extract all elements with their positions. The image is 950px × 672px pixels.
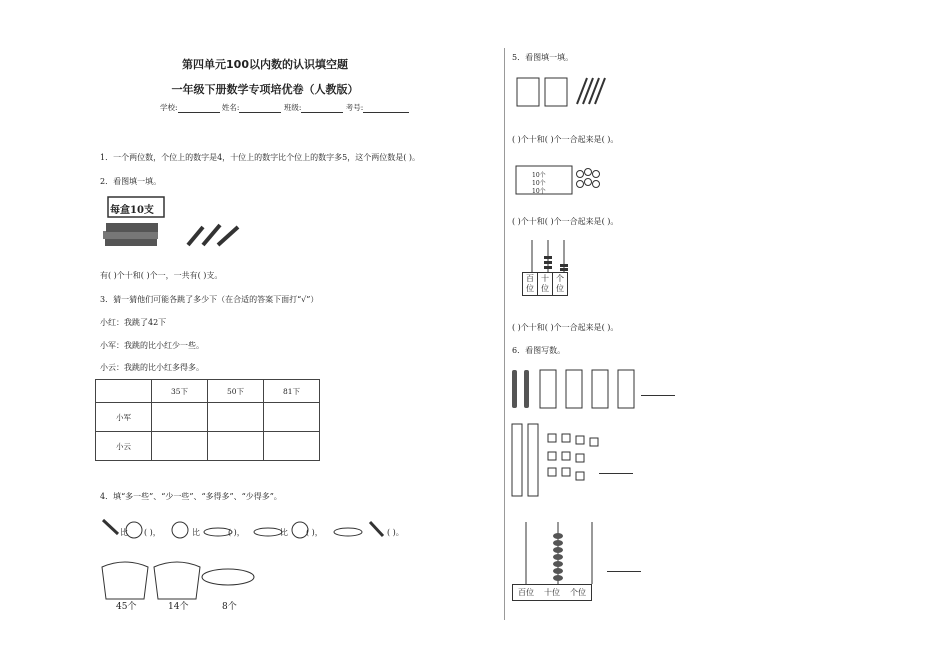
crate-label-3: 10个 xyxy=(532,188,546,195)
cell-xiaojun-35[interactable] xyxy=(152,403,208,432)
compare-blank-2[interactable]: ( )， xyxy=(228,528,245,537)
vegetable-compare-row xyxy=(98,512,398,542)
compare-bi-1: 比 xyxy=(120,528,128,537)
compare-blank-3[interactable]: ( )， xyxy=(306,528,323,537)
basket-count-2: 14个 xyxy=(168,602,189,612)
basket-count-1: 45个 xyxy=(116,602,137,612)
small-hundreds-label: 百位 xyxy=(523,273,538,295)
answer-table xyxy=(95,379,320,461)
class-label: 班级: xyxy=(283,103,302,112)
table-header-35: 35下 xyxy=(152,380,208,403)
baskets-illustration xyxy=(98,555,268,601)
xiaohong-line: 小红：我跳了42下 xyxy=(100,318,167,327)
question-5-answer-b: ( )个十和( )个一合起来是( )。 xyxy=(512,217,619,226)
question-5: 5．看图填一填。 xyxy=(512,53,574,62)
stick-bundles-illustration xyxy=(515,74,615,108)
school-label: 学校: xyxy=(160,103,178,112)
answer-line-3[interactable] xyxy=(607,571,641,572)
question-5-answer-c: ( )个十和( )个一合起来是( )。 xyxy=(512,323,619,332)
student-info-line xyxy=(160,102,409,113)
big-ones-label: 个位 xyxy=(570,588,586,597)
answer-line-1[interactable] xyxy=(641,395,675,396)
small-tens-label: 十位 xyxy=(538,273,553,295)
name-blank[interactable] xyxy=(239,104,281,113)
question-5-answer-a: ( )个十和( )个一合起来是( )。 xyxy=(512,135,619,144)
page-subtitle: 一年级下册数学专项培优卷（人教版） xyxy=(171,83,359,96)
basket-count-3: 8个 xyxy=(222,602,237,612)
question-1: 1．一个两位数，个位上的数字是4，十位上的数字比个位上的数字多5，这个两位数是( )。 xyxy=(100,153,421,162)
question-3: 3．猜一猜他们可能各跳了多少下（在合适的答案下面打“√”） xyxy=(100,295,319,304)
crates-illustration xyxy=(514,160,606,196)
school-blank[interactable] xyxy=(178,104,220,113)
table-header-blank xyxy=(96,380,152,403)
id-blank[interactable] xyxy=(363,104,409,113)
cell-xiaoyun-81[interactable] xyxy=(264,432,320,461)
cell-xiaojun-81[interactable] xyxy=(264,403,320,432)
big-abacus-labels xyxy=(512,584,592,601)
box-label: 每盒10支 xyxy=(110,205,154,216)
big-hundreds-label: 百位 xyxy=(518,588,534,597)
id-label: 考号: xyxy=(345,103,364,112)
crate-label-1: 10个 xyxy=(532,172,546,179)
cubes-illustration xyxy=(510,422,605,498)
name-label: 姓名: xyxy=(221,103,240,112)
page-divider xyxy=(504,48,505,620)
cell-xiaoyun-35[interactable] xyxy=(152,432,208,461)
row-label-xiaojun: 小军 xyxy=(96,403,152,432)
question-2-answer: 有( )个十和( )个一，一共有( )支。 xyxy=(100,271,223,280)
question-6: 6．看图写数。 xyxy=(512,346,566,355)
compare-blank-1[interactable]: ( )， xyxy=(144,528,161,537)
compare-blank-4[interactable]: ( )。 xyxy=(387,528,404,537)
question-2: 2．看图填一填。 xyxy=(100,177,162,186)
small-ones-label: 个位 xyxy=(556,274,564,293)
compare-bi-2: 比 xyxy=(192,528,200,537)
row-label-xiaoyun: 小云 xyxy=(96,432,152,461)
big-abacus-rods xyxy=(512,520,612,586)
cell-xiaojun-50[interactable] xyxy=(208,403,264,432)
compare-bi-3: 比 xyxy=(280,528,288,537)
crate-label-2: 10个 xyxy=(532,180,546,187)
small-abacus-rods xyxy=(520,238,580,272)
xiaoyun-line: 小云：我跳的比小红多得多。 xyxy=(100,363,204,372)
big-tens-label: 十位 xyxy=(544,588,560,597)
class-blank[interactable] xyxy=(301,104,343,113)
table-header-81: 81下 xyxy=(264,380,320,403)
table-header-50: 50下 xyxy=(208,380,264,403)
cell-xiaoyun-50[interactable] xyxy=(208,432,264,461)
sticks-illustration xyxy=(510,366,640,410)
page-title: 第四单元100以内数的认识填空题 xyxy=(182,58,348,71)
xiaojun-line: 小军：我跳的比小红少一些。 xyxy=(100,341,204,350)
question-4: 4．填“多一些”、“少一些”、“多得多”、“少得多”。 xyxy=(100,492,282,501)
answer-line-2[interactable] xyxy=(599,473,633,474)
small-abacus-labels xyxy=(522,272,568,296)
